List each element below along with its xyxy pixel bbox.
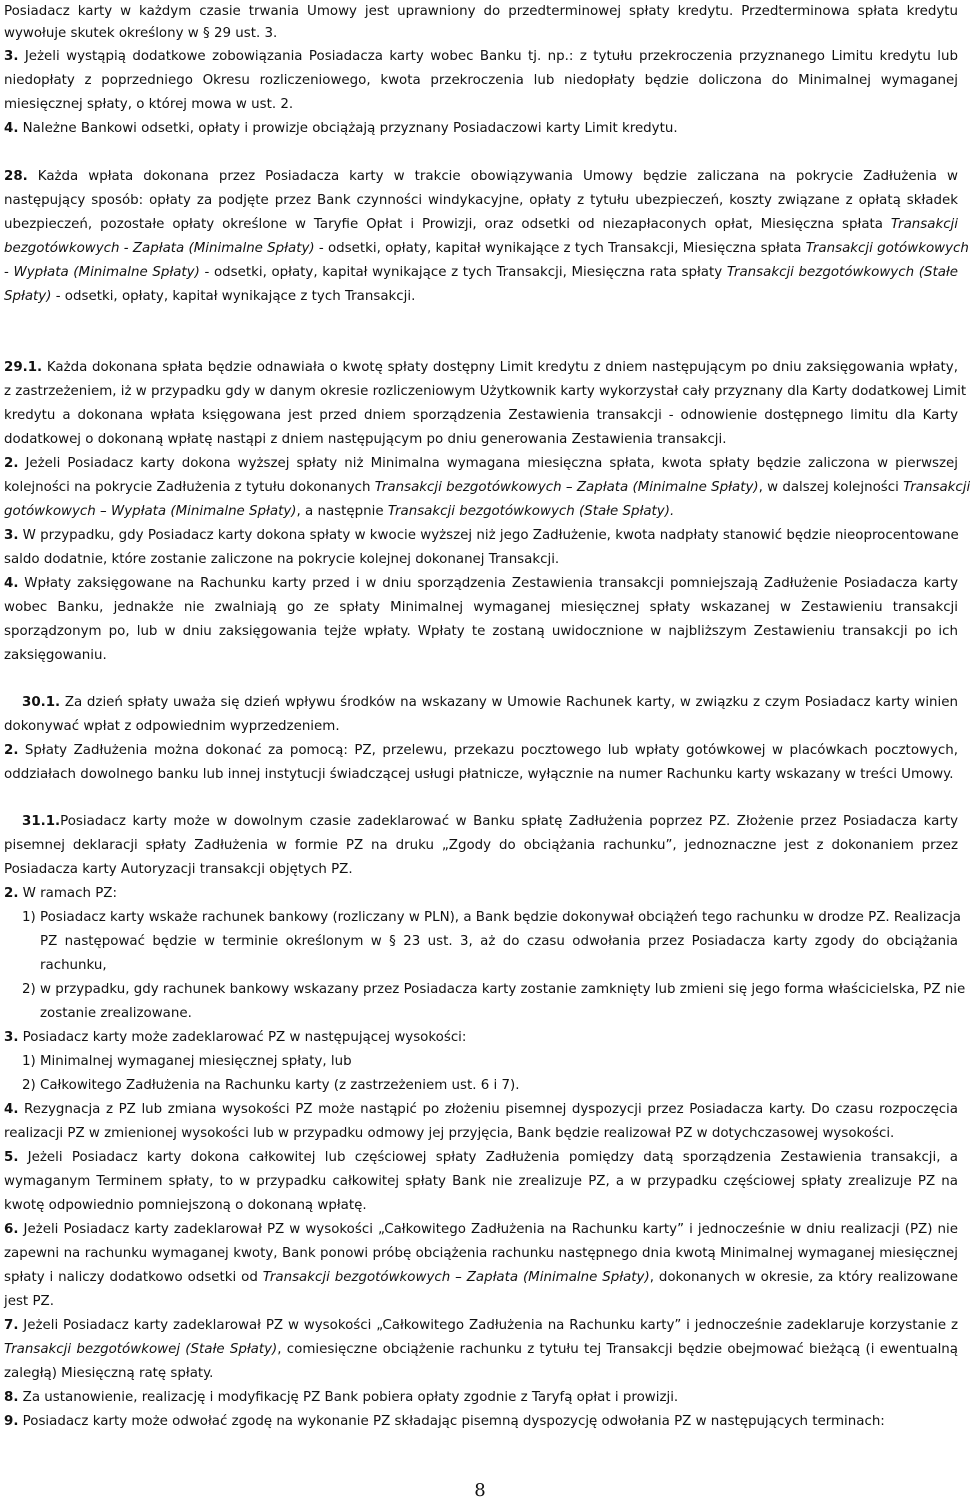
- text-line: 1) Minimalnej wymaganej miesięcznej spłaty, lub: [22, 1054, 352, 1069]
- text-line: 2) w przypadku, gdy rachunek bankowy wskazany przez Posiadacza karty zostanie zamknięty lub zmieni się jego forma właścicielska, PZ nie: [22, 982, 966, 997]
- text-line: bezgotówkowych - Zapłata (Minimalne Spłaty) - odsetki, opłaty, kapitał wynikające z tych Transakcji, Miesięczna spłata Transakcji gotówkowych: [4, 241, 969, 256]
- text-line: rachunku,: [40, 958, 107, 973]
- text-line: - Wypłata (Minimalne Spłaty) - odsetki, opłaty, kapitał wynikające z tych Transakcji, Miesięczna rata spłaty Transakcji bezgotówkowych (Stałe: [4, 265, 958, 280]
- text-line: saldo dodatnie, które zostanie zaliczone na pokrycie kolejnej dokonanej Transakcji.: [4, 552, 560, 567]
- text-line: Posiadacz karty w każdym czasie trwania Umowy jest uprawniony do przedterminowej spłaty kredytu. Przedterminowa spłata kredytu: [4, 4, 958, 19]
- text-line: niedopłaty z poprzedniego Okresu rozliczeniowego, kwota przekroczenia lub niedopłaty będzie doliczona do Minimalnej wymaganej: [4, 73, 958, 88]
- text-line: wymaganym Terminem spłaty, to w przypadku całkowitej spłaty Bank nie zrealizuje PZ, a w przypadku częściowej spłaty zrealizuje PZ na: [4, 1174, 958, 1189]
- text-line: 5. Jeżeli Posiadacz karty dokona całkowitej lub częściowej spłaty Zadłużenia pomiędzy datą sporządzenia Zestawienia transakcji, a: [4, 1150, 958, 1165]
- text-line: wywołuje skutek określony w § 29 ust. 3.: [4, 26, 278, 41]
- text-line: 3. Posiadacz karty może zadeklarować PZ w następującej wysokości:: [4, 1030, 467, 1045]
- text-line: Transakcji bezgotówkowej (Stałe Spłaty), comiesięczne obciążenie rachunku z tytułu tej Transakcji będzie obejmować bieżącą (i ewentualną: [4, 1342, 958, 1357]
- text-line: dodatkowej o dokonaną wpłatę nastąpi z dniem następującym po dniu generowania Zestawienia transakcji.: [4, 432, 727, 447]
- text-line: 8. Za ustanowienie, realizację i modyfikację PZ Bank pobiera opłaty zgodnie z Taryfą opłat i prowizji.: [4, 1390, 679, 1405]
- text-line: 4. Należne Bankowi odsetki, opłaty i prowizje obciążają przyznany Posiadaczowi karty Limit kredytu.: [4, 121, 678, 136]
- text-line: Posiadacza karty Autoryzacji transakcji objętych PZ.: [4, 862, 353, 877]
- text-line: spłaty i naliczy dodatkowo odsetki od Transakcji bezgotówkowych – Zapłata (Minimalne Spłaty), dokonanych w okresie, za który realizowane: [4, 1270, 958, 1285]
- text-line: 7. Jeżeli Posiadacz karty zadeklarował PZ w wysokości „Całkowitego Zadłużenia na Rachunku karty” i jednocześnie zadeklaruje korzystanie z: [4, 1318, 958, 1333]
- text-line: 2) Całkowitego Zadłużenia na Rachunku karty (z zastrzeżeniem ust. 6 i 7).: [22, 1078, 520, 1093]
- text-line: 4. Rezygnacja z PZ lub zmiana wysokości PZ może nastąpić po złożeniu pisemnej dyspozycji przez Posiadacza karty. Do czasu rozpoczęcia: [4, 1102, 958, 1117]
- text-line: sporządzonym po, lub w dniu zaksięgowania tejże wpłaty. Wpłaty te zostaną uwidocznione w najbliższym Zestawieniu transakcji po ich: [4, 624, 958, 639]
- text-line: gotówkowych – Wypłata (Minimalne Spłaty), a następnie Transakcji bezgotówkowych (Stałe Spłaty).: [4, 504, 675, 519]
- text-line: miesięcznej spłaty, o której mowa w ust. 2.: [4, 97, 294, 112]
- text-line: realizacji PZ w zmienionej wysokości lub w przypadku odmowy jej przyjęcia, Bank będzie realizował PZ w dotychczasowej wysokości.: [4, 1126, 895, 1141]
- text-line: 4. Wpłaty zaksięgowane na Rachunku karty przed i w dniu sporządzenia Zestawienia transakcji pomniejszają Zadłużenie Posiadacza karty: [4, 576, 958, 591]
- text-line: kredytu a dokonana wpłata księgowana jest przed dniem sporządzenia Zestawienia transakcji - odnowienie dostępnego limitu dla Karty: [4, 408, 958, 423]
- text-line: ubezpieczeń, pozostałe opłaty określone w Taryfie Opłat i Prowizji, oraz odsetki od niezapłaconych opłat, Miesięczna spłata Transakcji: [4, 217, 958, 232]
- text-line: z zastrzeżeniem, iż w przypadku gdy w danym okresie rozliczeniowym Użytkownik karty wykorzystał cały przyznany dla Karty dodatkowej Limit: [4, 384, 967, 399]
- text-line: zapewni na rachunku wymaganej kwoty, Bank ponowi próbę obciążenia rachunku następnego dnia kwotą Minimalnej wymaganej miesięcznej: [4, 1246, 958, 1261]
- text-line: następujący sposób: opłaty za podjęte przez Bank czynności windykacyjne, opłaty z tytułu ubezpieczeń, koszty związane z opłatą składek: [4, 193, 958, 208]
- text-line: zostanie zrealizowane.: [40, 1006, 192, 1021]
- text-line: zaległą) Miesięczną ratę spłaty.: [4, 1366, 214, 1381]
- text-line: 1) Posiadacz karty wskaże rachunek bankowy (rozliczany w PLN), a Bank będzie dokonywał obciążeń tego rachunku w drodze PZ. Realizacja: [22, 910, 962, 925]
- text-line: 2. Spłaty Zadłużenia można dokonać za pomocą: PZ, przelewu, przekazu pocztowego lub wpłaty gotówkowej w placówkach pocztowych,: [4, 743, 958, 758]
- text-line: PZ następować będzie w terminie określonym w § 23 ust. 3, aż do czasu odwołania przez Posiadacza karty zgody do obciążania: [40, 934, 958, 949]
- text-line: 2. Jeżeli Posiadacz karty dokona wyższej spłaty niż Minimalna wymagana miesięczna spłata, kwota spłaty będzie zaliczona w pierwszej: [4, 456, 958, 471]
- text-line: oddziałach dowolnego banku lub innej instytucji świadczącej usługi płatnicze, wyłącznie na numer Rachunku karty wskazany w treści Umowy.: [4, 767, 954, 782]
- text-line: Spłaty) - odsetki, opłaty, kapitał wynikające z tych Transakcji.: [4, 289, 416, 304]
- text-line: dokonywać wpłat z odpowiednim wyprzedzeniem.: [4, 719, 340, 734]
- text-line: 6. Jeżeli Posiadacz karty zadeklarował PZ w wysokości „Całkowitego Zadłużenia na Rachunku karty” i jednocześnie w dniu realizacji (PZ) nie: [4, 1222, 958, 1237]
- page-number: 8: [474, 1480, 486, 1501]
- text-line: 9. Posiadacz karty może odwołać zgodę na wykonanie PZ składając pisemną dyspozycję odwołania PZ w następujących terminach:: [4, 1414, 885, 1429]
- text-line: pisemnej deklaracji spłaty Zadłużenia w formie PZ na druku „Zgody do obciążania rachunku”, jednoznaczne jest z dokonaniem przez: [4, 838, 958, 853]
- text-line: 3. W przypadku, gdy Posiadacz karty dokona spłaty w kwocie wyższej niż jego Zadłużenie, kwota nadpłaty stanowić będzie nieoprocentowane: [4, 528, 959, 543]
- text-line: wobec Banku, jednakże nie zwalniają go ze spłaty Minimalnej wymaganej miesięcznej spłaty wskazanej w Zestawieniu transakcji: [4, 600, 958, 615]
- text-line: kwotę odpowiednio pomniejszoną o dokonaną wpłatę.: [4, 1198, 367, 1213]
- text-line: 31.1.Posiadacz karty może w dowolnym czasie zadeklarować w Banku spłatę Zadłużenia poprzez PZ. Złożenie przez Posiadacza karty: [22, 814, 958, 829]
- text-line: 29.1. Każda dokonana spłata będzie odnawiała o kwotę spłaty dostępny Limit kredytu z dniem następującym po dniu zaksięgowania wpłaty,: [4, 360, 958, 375]
- text-line: 28. Każda wpłata dokonana przez Posiadacza karty w trakcie obowiązywania Umowy będzie zaliczana na pokrycie Zadłużenia w: [4, 169, 958, 184]
- text-line: zaksięgowaniu.: [4, 648, 107, 663]
- text-line: 30.1. Za dzień spłaty uważa się dzień wpływu środków na wskazany w Umowie Rachunek karty, w związku z czym Posiadacz karty winien: [22, 695, 958, 710]
- text-line: 3. Jeżeli wystąpią dodatkowe zobowiązania Posiadacza karty wobec Banku tj. np.: z tytułu przekroczenia przyznanego Limitu kredytu lub: [4, 49, 958, 64]
- text-line: kolejności na pokrycie Zadłużenia z tytułu dokonanych Transakcji bezgotówkowych – Zapłata (Minimalne Spłaty), w dalszej kolejności Transakcji: [4, 480, 970, 495]
- text-line: jest PZ.: [4, 1294, 54, 1309]
- text-line: 2. W ramach PZ:: [4, 886, 117, 901]
